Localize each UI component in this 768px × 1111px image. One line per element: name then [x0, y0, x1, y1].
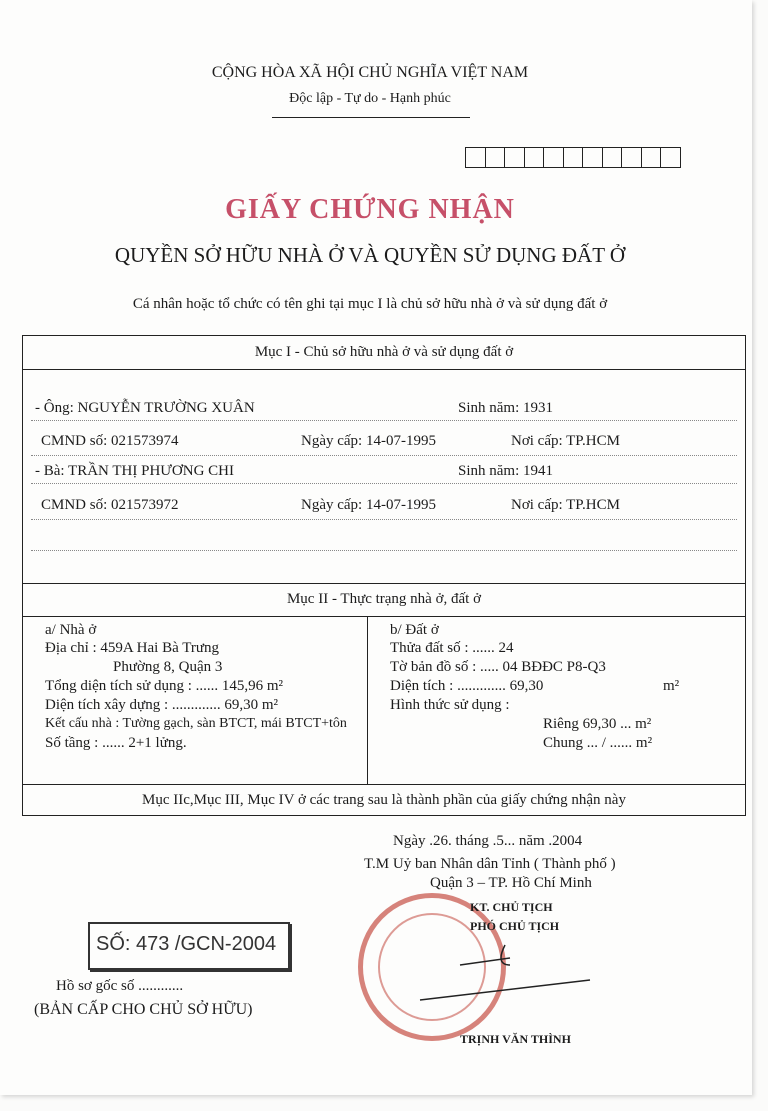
position: PHÓ CHỦ TỊCH	[470, 919, 560, 933]
on-behalf: KT. CHỦ TỊCH	[470, 900, 553, 914]
motto-underline	[272, 117, 470, 118]
intro-text: Cá nhân hoặc tổ chức có tên ghi tại mục I là chủ sở hữu nhà ở và sử dụng đất ở	[132, 296, 608, 312]
owner-2-issue-date: Ngày cấp: 14-07-1995	[301, 497, 436, 513]
owner-2-issue-place: Nơi cấp: TP.HCM	[511, 497, 620, 513]
owner-1-id: CMND số: 021573974	[41, 433, 179, 449]
authority: T.M Uỷ ban Nhân dân Tỉnh ( Thành phố )	[364, 856, 616, 872]
house-ward: Phường 8, Quận 3	[113, 659, 223, 675]
motto: Độc lập - Tự do - Hạnh phúc	[289, 91, 451, 106]
certificate-number-box	[88, 922, 290, 970]
land-private: Riêng 69,30 ... m²	[543, 716, 652, 732]
owner-1-issue-date: Ngày cấp: 14-07-1995	[301, 433, 436, 449]
house-built-area: Diện tích xây dựng : ............. 69,30 m²	[45, 697, 279, 713]
section-2-box	[22, 582, 746, 816]
land-area: Diện tích : ............. 69,30	[390, 678, 544, 694]
land-label: b/ Đất ở	[390, 622, 439, 638]
land-parcel: Thửa đất số : ...... 24	[390, 640, 514, 656]
owner-2-id: CMND số: 021573972	[41, 497, 179, 513]
document-title: GIẤY CHỨNG NHẬN	[225, 194, 515, 225]
copy-note: (BẢN CẤP CHO CHỦ SỞ HỮU)	[34, 1001, 253, 1018]
serial-boxes	[465, 147, 681, 168]
footer-note: Mục IIc,Mục III, Mục IV ở các trang sau là thành phần của giấy chứng nhận này	[23, 784, 745, 815]
land-map-sheet: Tờ bản đồ số : ..... 04 BĐĐC P8-Q3	[390, 659, 606, 675]
land-area-unit: m²	[663, 678, 680, 694]
land-usage: Hình thức sử dụng :	[390, 697, 510, 713]
house-address: Địa chỉ : 459A Hai Bà Trưng	[45, 640, 219, 656]
section-1-heading: Mục I - Chủ sở hữu nhà ở và sử dụng đất ở	[23, 336, 745, 370]
signature-scribble	[400, 940, 600, 1010]
column-divider	[367, 617, 368, 785]
signer-name: TRỊNH VĂN THÌNH	[460, 1032, 571, 1046]
house-floors: Số tầng : ...... 2+1 lửng.	[45, 735, 187, 751]
house-total-area: Tổng diện tích sử dụng : ...... 145,96 m²	[45, 678, 284, 694]
owner-2-name: - Bà: TRẦN THỊ PHƯƠNG CHI	[35, 463, 234, 479]
file-number: Hồ sơ gốc số ............	[56, 978, 184, 994]
section-1-box	[22, 335, 746, 584]
district: Quận 3 – TP. Hồ Chí Minh	[430, 875, 592, 891]
land-shared: Chung ... / ...... m²	[543, 735, 653, 751]
document-subtitle: QUYỀN SỞ HỮU NHÀ Ở VÀ QUYỀN SỬ DỤNG ĐẤT Ở	[114, 243, 626, 267]
owner-2-birth: Sinh năm: 1941	[458, 463, 554, 479]
certificate-number: SỐ: 473 /GCN-2004	[96, 933, 277, 955]
house-label: a/ Nhà ở	[45, 622, 97, 638]
issue-date: Ngày .26. tháng .5... năm .2004	[393, 833, 583, 849]
nation-header: CỘNG HÒA XÃ HỘI CHỦ NGHĨA VIỆT NAM	[211, 64, 529, 81]
section-2-heading: Mục II - Thực trạng nhà ở, đất ở	[23, 582, 745, 617]
owner-1-birth: Sinh năm: 1931	[458, 400, 554, 416]
house-structure: Kết cấu nhà : Tường gạch, sàn BTCT, mái BTCT+tôn	[45, 716, 347, 731]
owner-1-issue-place: Nơi cấp: TP.HCM	[511, 433, 620, 449]
owner-1-name: - Ông: NGUYỄN TRƯỜNG XUÂN	[35, 400, 255, 416]
